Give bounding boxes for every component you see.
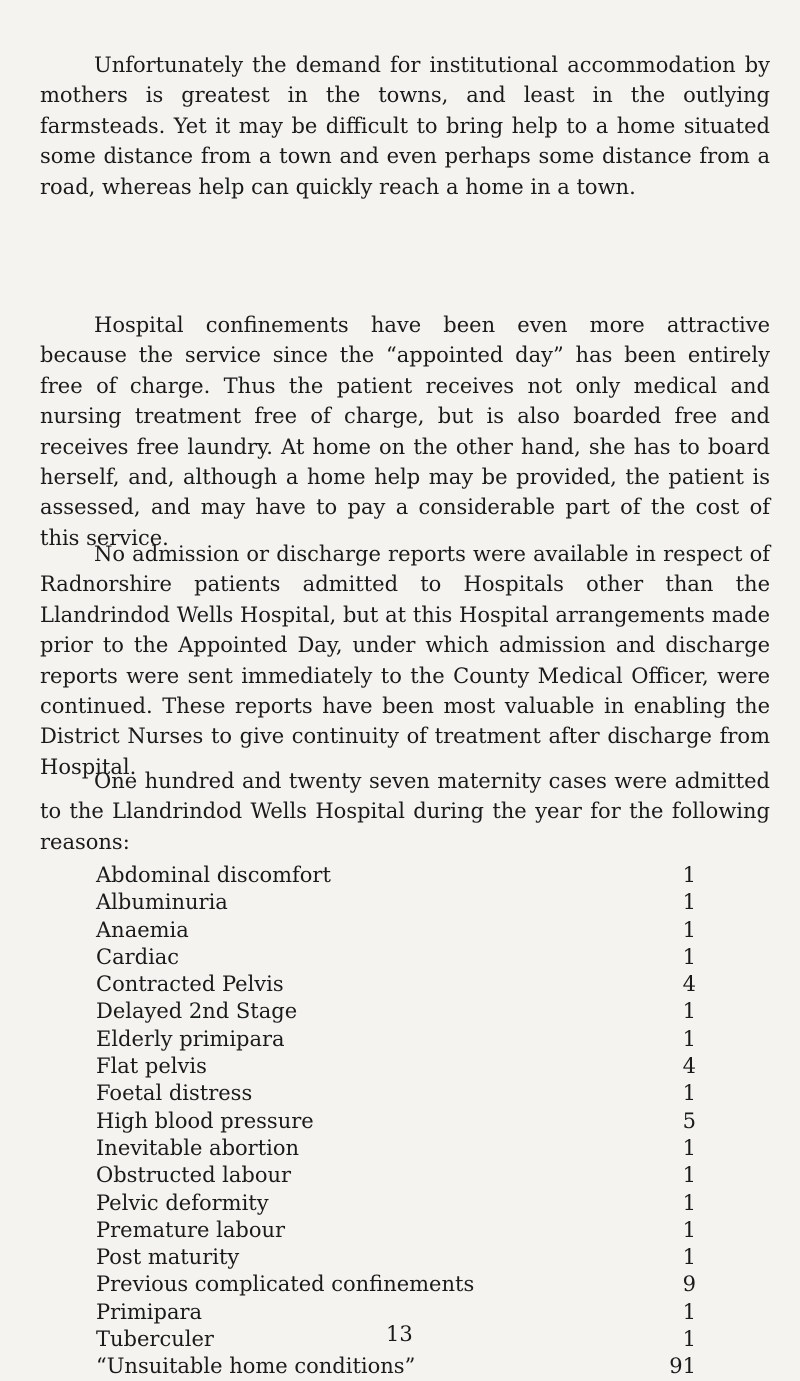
reason-count: 4 — [682, 1054, 696, 1079]
paragraph-hospital-confinements — [40, 310, 770, 553]
reason-label: Premature labour — [96, 1217, 286, 1242]
reason-label: Flat pelvis — [96, 1054, 207, 1079]
list-item — [96, 1135, 696, 1162]
reason-count: 1 — [682, 863, 696, 887]
paragraph-institutional-demand — [40, 50, 770, 202]
reason-count: 1 — [682, 1163, 696, 1188]
reason-label: Delayed 2nd Stage — [96, 999, 298, 1024]
paragraph-text: No admission or discharge reports were available in respect of Radnorshire patients admitted to Hospitals other than the Llandrindod Wells Hospital, but at this Hospital arrangements made prior to the Appointed Day, under which admission and discharge reports were sent immediately to the County Medical Officer, were continued. These reports have been most valuable in enabling the District Nurses to give continuity of treatment after discharge from Hospital. — [40, 542, 770, 779]
reason-count: 1 — [682, 944, 696, 969]
page-number: 13 — [386, 1322, 413, 1346]
reason-label: “Unsuitable home conditions” — [96, 1354, 416, 1379]
reason-count: 9 — [682, 1272, 696, 1297]
reason-count: 1 — [682, 1190, 696, 1215]
list-item — [96, 1217, 696, 1244]
list-item — [96, 1026, 696, 1053]
reason-count: 1 — [682, 999, 696, 1024]
list-item — [96, 917, 696, 944]
reason-count: 5 — [682, 1108, 696, 1133]
list-item — [96, 971, 696, 998]
reason-label: Obstructed labour — [96, 1163, 292, 1188]
reason-label: Elderly primipara — [96, 1026, 285, 1051]
reason-count: 4 — [682, 972, 696, 997]
paragraph-maternity-cases-intro — [40, 766, 770, 857]
paragraph-text: Unfortunately the demand for institutional accommodation by mothers is greatest in the towns, and least in the outlying farmsteads. Yet it may be difficult to bring help to a home situated some distance from a town and even perhaps some distance from a road, whereas help can quickly reach a home in a town. — [40, 53, 770, 199]
reason-count: 1 — [682, 1299, 696, 1324]
reason-count: 1 — [682, 1081, 696, 1106]
reason-label: Inevitable abortion — [96, 1135, 300, 1160]
reason-label: High blood pressure — [96, 1108, 314, 1133]
reason-label: Previous complicated confinements — [96, 1272, 475, 1297]
reason-count: 1 — [682, 917, 696, 942]
reason-label: Primipara — [96, 1299, 203, 1324]
list-item — [96, 1244, 696, 1271]
reason-count: 1 — [682, 1327, 696, 1352]
list-item — [96, 998, 696, 1025]
list-item — [96, 889, 696, 916]
admission-reasons-list — [96, 862, 696, 1381]
list-item — [96, 862, 696, 889]
list-item — [96, 1271, 696, 1298]
reason-label: Abdominal discomfort — [96, 863, 331, 887]
reason-label: Anaemia — [96, 917, 189, 942]
reason-count: 1 — [682, 890, 696, 915]
reason-count: 1 — [682, 1135, 696, 1160]
paragraph-admission-reports — [40, 539, 770, 782]
reason-label: Cardiac — [96, 944, 180, 969]
reason-label: Pelvic deformity — [96, 1190, 269, 1215]
paragraph-text: One hundred and twenty seven maternity cases were admitted to the Llandrindod Wells Hospital during the year for the following reasons: — [40, 769, 770, 854]
reason-label: Tuberculer — [96, 1327, 214, 1352]
reason-count: 1 — [682, 1026, 696, 1051]
reason-count: 1 — [682, 1245, 696, 1270]
list-item — [96, 1108, 696, 1135]
list-item — [96, 1080, 696, 1107]
reason-count: 91 — [669, 1354, 696, 1379]
list-item — [96, 1353, 696, 1380]
list-item — [96, 1190, 696, 1217]
reason-label: Albuminuria — [96, 890, 228, 915]
reason-label: Post maturity — [96, 1245, 240, 1270]
reason-label: Contracted Pelvis — [96, 972, 284, 997]
paragraph-text: Hospital confinements have been even more attractive because the service since the “appointed day” has been entirely free of charge. Thus the patient receives not only medical and nursing treatment free of charge, but is also boarded free and receives free laundry. At home on the other hand, she has to board herself, and, although a home help may be provided, the patient is assessed, and may have to pay a considerable part of the cost of this service. — [40, 313, 770, 550]
list-item — [96, 1162, 696, 1189]
list-item — [96, 944, 696, 971]
list-item — [96, 1053, 696, 1080]
reason-count: 1 — [682, 1217, 696, 1242]
reason-label: Foetal distress — [96, 1081, 253, 1106]
